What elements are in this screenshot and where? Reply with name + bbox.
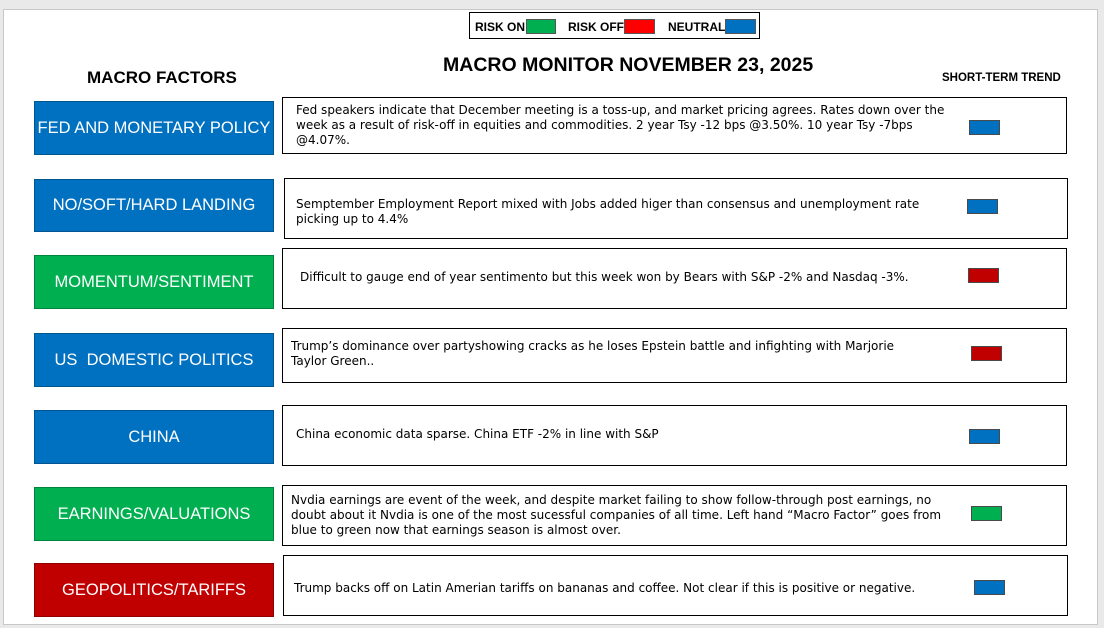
commentary-text: Nvdia earnings are event of the week, and despite market failing to show follow-through post earnings, no doubt about it Nvdia is one of the most sucessful companies of all time. Left hand “Macro Factor” goes from blue to green now that earnings season is almost over. [291,493,942,537]
trend-indicator-fed-monetary-policy [969,120,1000,135]
trend-indicator-china [969,429,1000,444]
commentary-text: Semptember Employment Report mixed with Jobs added higer than consensus and unemployment rate picking up to 4.4% [296,196,920,226]
page-title: MACRO MONITOR NOVEMBER 23, 2025 [443,54,814,76]
factor-earnings-valuations: EARNINGS/VALUATIONS [34,487,274,541]
factor-geopolitics-tariffs: GEOPOLITICS/TARIFFS [34,563,274,617]
commentary-us-domestic-politics [282,328,1067,383]
commentary-fed-monetary-policy [282,97,1067,154]
legend-swatch-neutral [725,19,756,34]
trend-indicator-geopolitics-tariffs [974,580,1005,595]
factor-fed-monetary-policy: FED AND MONETARY POLICY [34,101,274,155]
legend-label-risk-off: RISK OFF [568,20,624,34]
commentary-text: Fed speakers indicate that December meeting is a toss-up, and market pricing agrees. Rates down over the week as a result of risk-off in equities and commodities. 2 year Tsy -12 bps @3.50%. 10 year Tsy -7bps @4.07%. [296,103,945,147]
commentary-text: Trump’s dominance over partyshowing cracks as he loses Epstein battle and infighting with Marjorie Taylor Green.. [291,338,895,368]
short-term-trend-heading: SHORT-TERM TREND [942,72,1061,84]
trend-indicator-landing [967,199,998,214]
legend-label-risk-on: RISK ON [475,20,526,34]
factor-us-domestic-politics: US DOMESTIC POLITICS [34,333,274,387]
trend-indicator-us-domestic-politics [971,346,1002,361]
trend-indicator-momentum-sentiment [968,268,999,283]
commentary-text: Trump backs off on Latin Amerian tariffs on bananas and coffee. Not clear if this is positive or negative. [294,581,916,595]
commentary-momentum-sentiment [282,248,1067,309]
factor-china: CHINA [34,410,274,464]
legend-swatch-risk-on [526,19,556,34]
trend-indicator-earnings-valuations [971,506,1002,521]
commentary-earnings-valuations [282,485,1067,546]
legend-label-neutral: NEUTRAL [668,20,726,34]
legend-swatch-risk-off [624,19,655,34]
commentary-text: China economic data sparse. China ETF -2% in line with S&P [296,427,659,441]
legend [469,12,760,39]
factor-momentum-sentiment: MOMENTUM/SENTIMENT [34,255,274,309]
commentary-geopolitics-tariffs [283,555,1068,616]
macro-factors-heading: MACRO FACTORS [87,68,237,87]
commentary-china [282,405,1067,466]
commentary-landing [284,178,1068,239]
commentary-text: Difficult to gauge end of year sentimento but this week won by Bears with S&P -2% and Nasdaq -3%. [300,270,909,284]
factor-landing: NO/SOFT/HARD LANDING [34,179,274,232]
